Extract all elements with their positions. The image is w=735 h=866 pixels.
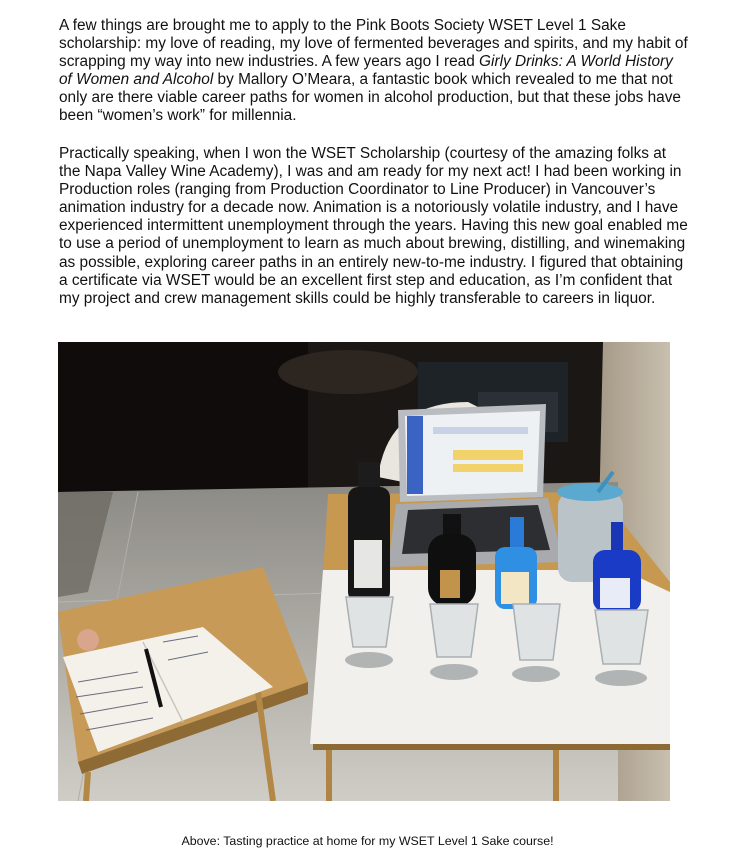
tasting-photo [58, 342, 670, 801]
photo-tasting-setup-icon [58, 342, 670, 801]
paragraph-practical: Practically speaking, when I won the WSET Scholarship (courtesy of the amazing folks at the Napa Valley Wine Academy), I was and am ready for my next act! I had been working in Production roles (ranging from Production Coordinator to Line Producer) in Vancouver’s animation industry for a decade now. Animation is a notoriously volatile industry, and I have experienced intermittent unemployment through the years. Having this new goal enabled me to use a period of unemployment to learn as much about brewing, distilling, and winemaking as possible, exploring career paths in an entirely new-to-me industry. I figured that obtaining a certificate via WSET would be an excellent first step and education, as I’m confident that my project and crew management skills could be highly transferable to careers in liquor. [59, 145, 688, 307]
paragraph-intro-text-a: A few things are brought me to apply to the Pink Boots Society WSET Level 1 Sake scholarship: my love of reading, my love of fermented beverages and spirits, and my habit of scrapping my way into new industries. A few years ago I read [59, 17, 688, 71]
paragraph-intro [59, 17, 689, 126]
book-title: Girly Drinks: A World History of Women and Alcohol [59, 53, 673, 89]
photo-caption: Above: Tasting practice at home for my WSET Level 1 Sake course! [181, 834, 554, 848]
paragraph-intro-text-b: by Mallory O’Meara, a fantastic book which revealed to me that not only are there viable career paths for women in alcohol production, but that these jobs have been “women’s work” for millennia. [59, 71, 681, 125]
